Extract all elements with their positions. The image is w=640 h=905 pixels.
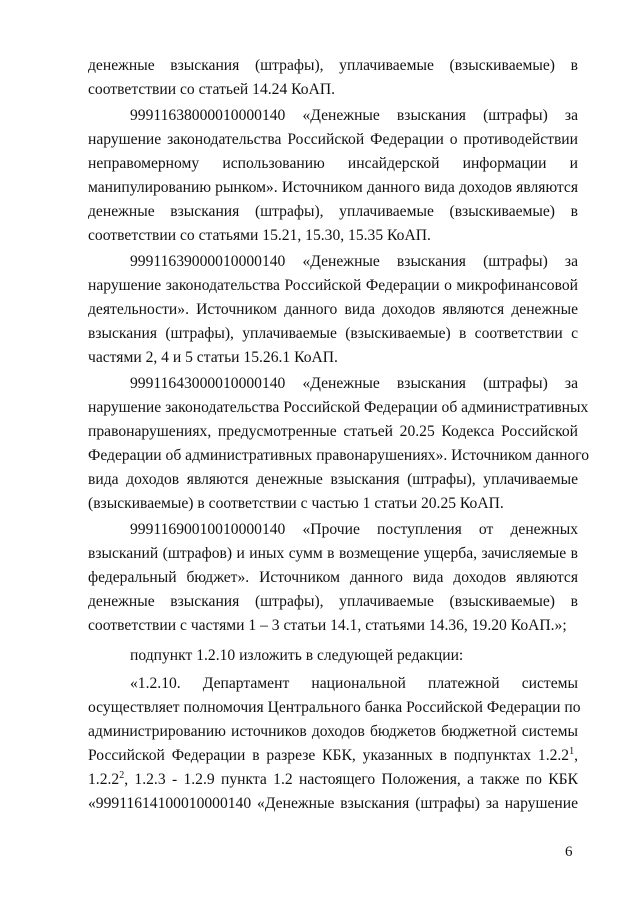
text-line: денежные взыскания (штрафы), уплачиваемые (взыскиваемые) в xyxy=(88,593,578,610)
text-segment: 1.2.2 xyxy=(88,771,120,788)
text-line: 99911643000010000140 «Денежные взыскания (штрафы) за xyxy=(130,375,578,392)
text-line: федеральный бюджет». Источником данного вида доходов являются xyxy=(88,569,578,586)
text-line: администрированию источников доходов бюджетов бюджетной системы xyxy=(88,723,578,740)
text-line: соответствии со статьей 14.24 КоАП. xyxy=(88,81,335,98)
text-line: частями 2, 4 и 5 статьи 15.26.1 КоАП. xyxy=(88,349,338,366)
text-line xyxy=(88,746,578,766)
text-line: (взыскиваемые) в соответствии с частью 1 статьи 20.25 КоАП. xyxy=(88,495,504,512)
text-line: взыскания (штрафы), уплачиваемые (взыскиваемые) в соответствии с xyxy=(88,325,578,342)
text-line: 99911690010010000140 «Прочие поступления от денежных xyxy=(130,521,578,538)
text-line: 99911638000010000140 «Денежные взыскания (штрафы) за xyxy=(130,107,578,124)
text-line: вида доходов являются денежные взыскания (штрафы), уплачиваемые xyxy=(88,471,578,488)
text-line: «1.2.10. Департамент национальной платежной системы xyxy=(130,675,578,692)
text-line: нарушение законодательства Российской Федерации о противодействии xyxy=(88,131,578,148)
text-line: соответствии с частями 1 – 3 статьи 14.1, статьями 14.36, 19.20 КоАП.»; xyxy=(88,617,567,634)
text-line: правонарушениях, предусмотренные статьей 20.25 Кодекса Российской xyxy=(88,423,578,440)
text-line: деятельности». Источником данного вида доходов являются денежные xyxy=(88,301,578,318)
text-line: 99911639000010000140 «Денежные взыскания (штрафы) за xyxy=(130,253,578,270)
text-line: подпункт 1.2.10 изложить в следующей редакции: xyxy=(130,647,464,664)
superscript: 2 xyxy=(119,770,125,781)
text-line: соответствии со статьями 15.21, 15.30, 15.35 КоАП. xyxy=(88,227,431,244)
text-line: неправомерному использованию инсайдерской информации и xyxy=(88,155,578,172)
text-line: нарушение законодательства Российской Федерации об административных xyxy=(88,399,589,416)
text-segment: Российской Федерации в разрезе КБК, указанных в подпунктах 1.2.2 xyxy=(88,747,570,764)
text-line: денежные взыскания (штрафы), уплачиваемые (взыскиваемые) в xyxy=(88,203,578,220)
page-number: 6 xyxy=(565,844,573,860)
text-line: осуществляет полномочия Центрального банка Российской Федерации по xyxy=(88,699,581,716)
superscript: 1 xyxy=(569,746,575,757)
text-line: Федерации об административных правонарушениях». Источником данного xyxy=(88,447,590,464)
text-segment: , xyxy=(574,747,578,764)
text-line: взысканий (штрафов) и иных сумм в возмещение ущерба, зачисляемые в xyxy=(88,545,578,562)
text-line: денежные взыскания (штрафы), уплачиваемые (взыскиваемые) в xyxy=(88,57,578,74)
text-line: манипулированию рынком». Источником данного вида доходов являются xyxy=(88,179,578,196)
text-line: нарушение законодательства Российской Федерации о микрофинансовой xyxy=(88,277,578,294)
text-line: «99911614100010000140 «Денежные взыскания (штрафы) за нарушение xyxy=(88,795,578,812)
text-segment: , 1.2.3 - 1.2.9 пункта 1.2 настоящего Положения, а также по КБК xyxy=(124,771,578,788)
text-line xyxy=(88,770,578,790)
